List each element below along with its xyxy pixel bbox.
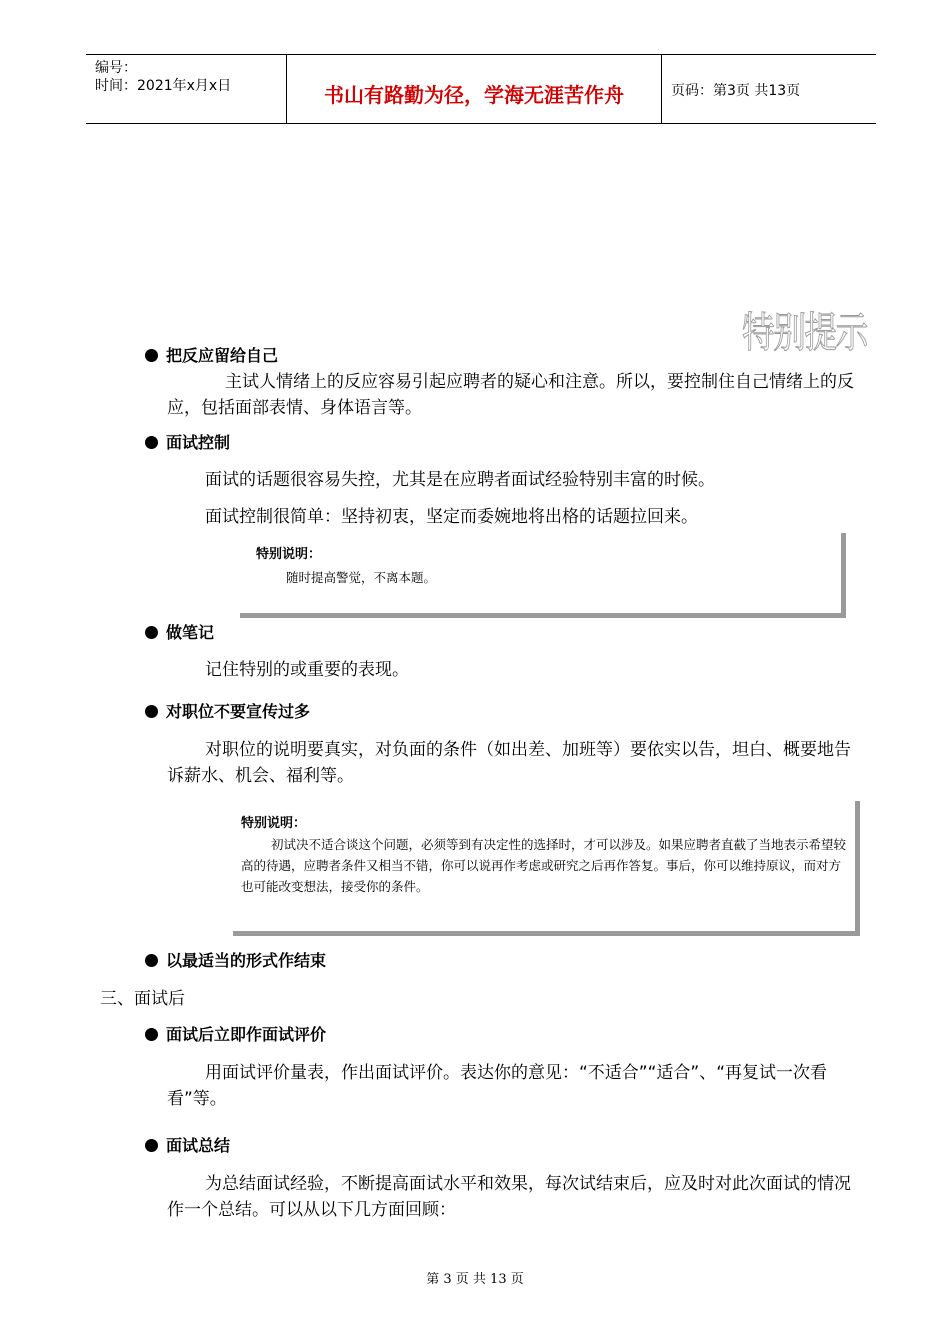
section-title-2: 面试控制 [145, 432, 230, 454]
bullet-icon [145, 349, 158, 362]
section-title-1: 把反应留给自己 [145, 345, 278, 367]
section-text-2a: 面试的话题很容易失控，尤其是在应聘者面试经验特别丰富的时候。 [205, 470, 715, 490]
section-title-5: 以最适当的形式作结束 [145, 950, 326, 972]
section-text-7: 为总结面试经验，不断提高面试水平和效果，每次试结束后，应及时对此次面试的情况作一个总结。可以从以下几方面回顾： [167, 1174, 851, 1220]
motto: 书山有路勤为径，学海无涯苦作舟 [324, 83, 624, 107]
section-title-6: 面试后立即作面试评价 [145, 1024, 326, 1046]
section-text-3: 记住特别的或重要的表现。 [205, 660, 409, 680]
note-text-1: 随时提高警觉，不离本题。 [286, 570, 437, 585]
number-label: 编号： [95, 60, 137, 76]
bullet-icon [145, 1139, 158, 1152]
section-text-4: 对职位的说明要真实，对负面的条件（如出差、加班等）要依实以告，坦白、概要地告诉薪水、机会、福利等。 [167, 740, 851, 786]
note-box-2 [233, 801, 860, 936]
header-page-info: 页码：第3页 共13页 [671, 83, 801, 99]
section-title-4: 对职位不要宣传过多 [145, 701, 310, 723]
header-meta [86, 55, 286, 123]
bullet-icon [145, 705, 158, 718]
header-page-cell [661, 55, 876, 123]
note-text-2: 初试决不适合谈这个问题，必须等到有决定性的选择时，才可以涉及。如果应聘者直截了当地表示希望较高的待遇，应聘者条件又相当不错，你可以说再作考虑或研究之后再作答复。事后，你可以维持原议，而对方也可能改变想法，接受你的条件。 [241, 837, 847, 894]
note-box-1 [240, 533, 846, 618]
bullet-icon [145, 954, 158, 967]
time-label: 时间：2021年x月x日 [95, 78, 232, 94]
header-motto-cell [286, 55, 662, 123]
part-heading-3: 三、面试后 [100, 989, 185, 1009]
section-text-1: 主试人情绪上的反应容易引起应聘者的疑心和注意。所以，要控制住自己情绪上的反应，包括面部表情、身体语言等。 [167, 372, 854, 418]
bullet-icon [145, 436, 158, 449]
section-text-2b: 面试控制很简单：坚持初衷，坚定而委婉地将出格的话题拉回来。 [205, 507, 698, 527]
section-title-7: 面试总结 [145, 1135, 230, 1157]
section-text-6: 用面试评价量表，作出面试评价。表达你的意见：“不适合”“适合”、“再复试一次看看”等。 [167, 1063, 828, 1109]
section-title-3: 做笔记 [145, 622, 214, 644]
bullet-icon [145, 1028, 158, 1041]
note-title-1: 特别说明： [256, 547, 322, 562]
page-header [86, 54, 876, 124]
page-footer: 第 3 页 共 13 页 [426, 1272, 524, 1287]
note-title-2: 特别说明： [241, 816, 307, 831]
special-tip-stamp: 特别提示 [742, 308, 867, 357]
bullet-icon [145, 626, 158, 639]
